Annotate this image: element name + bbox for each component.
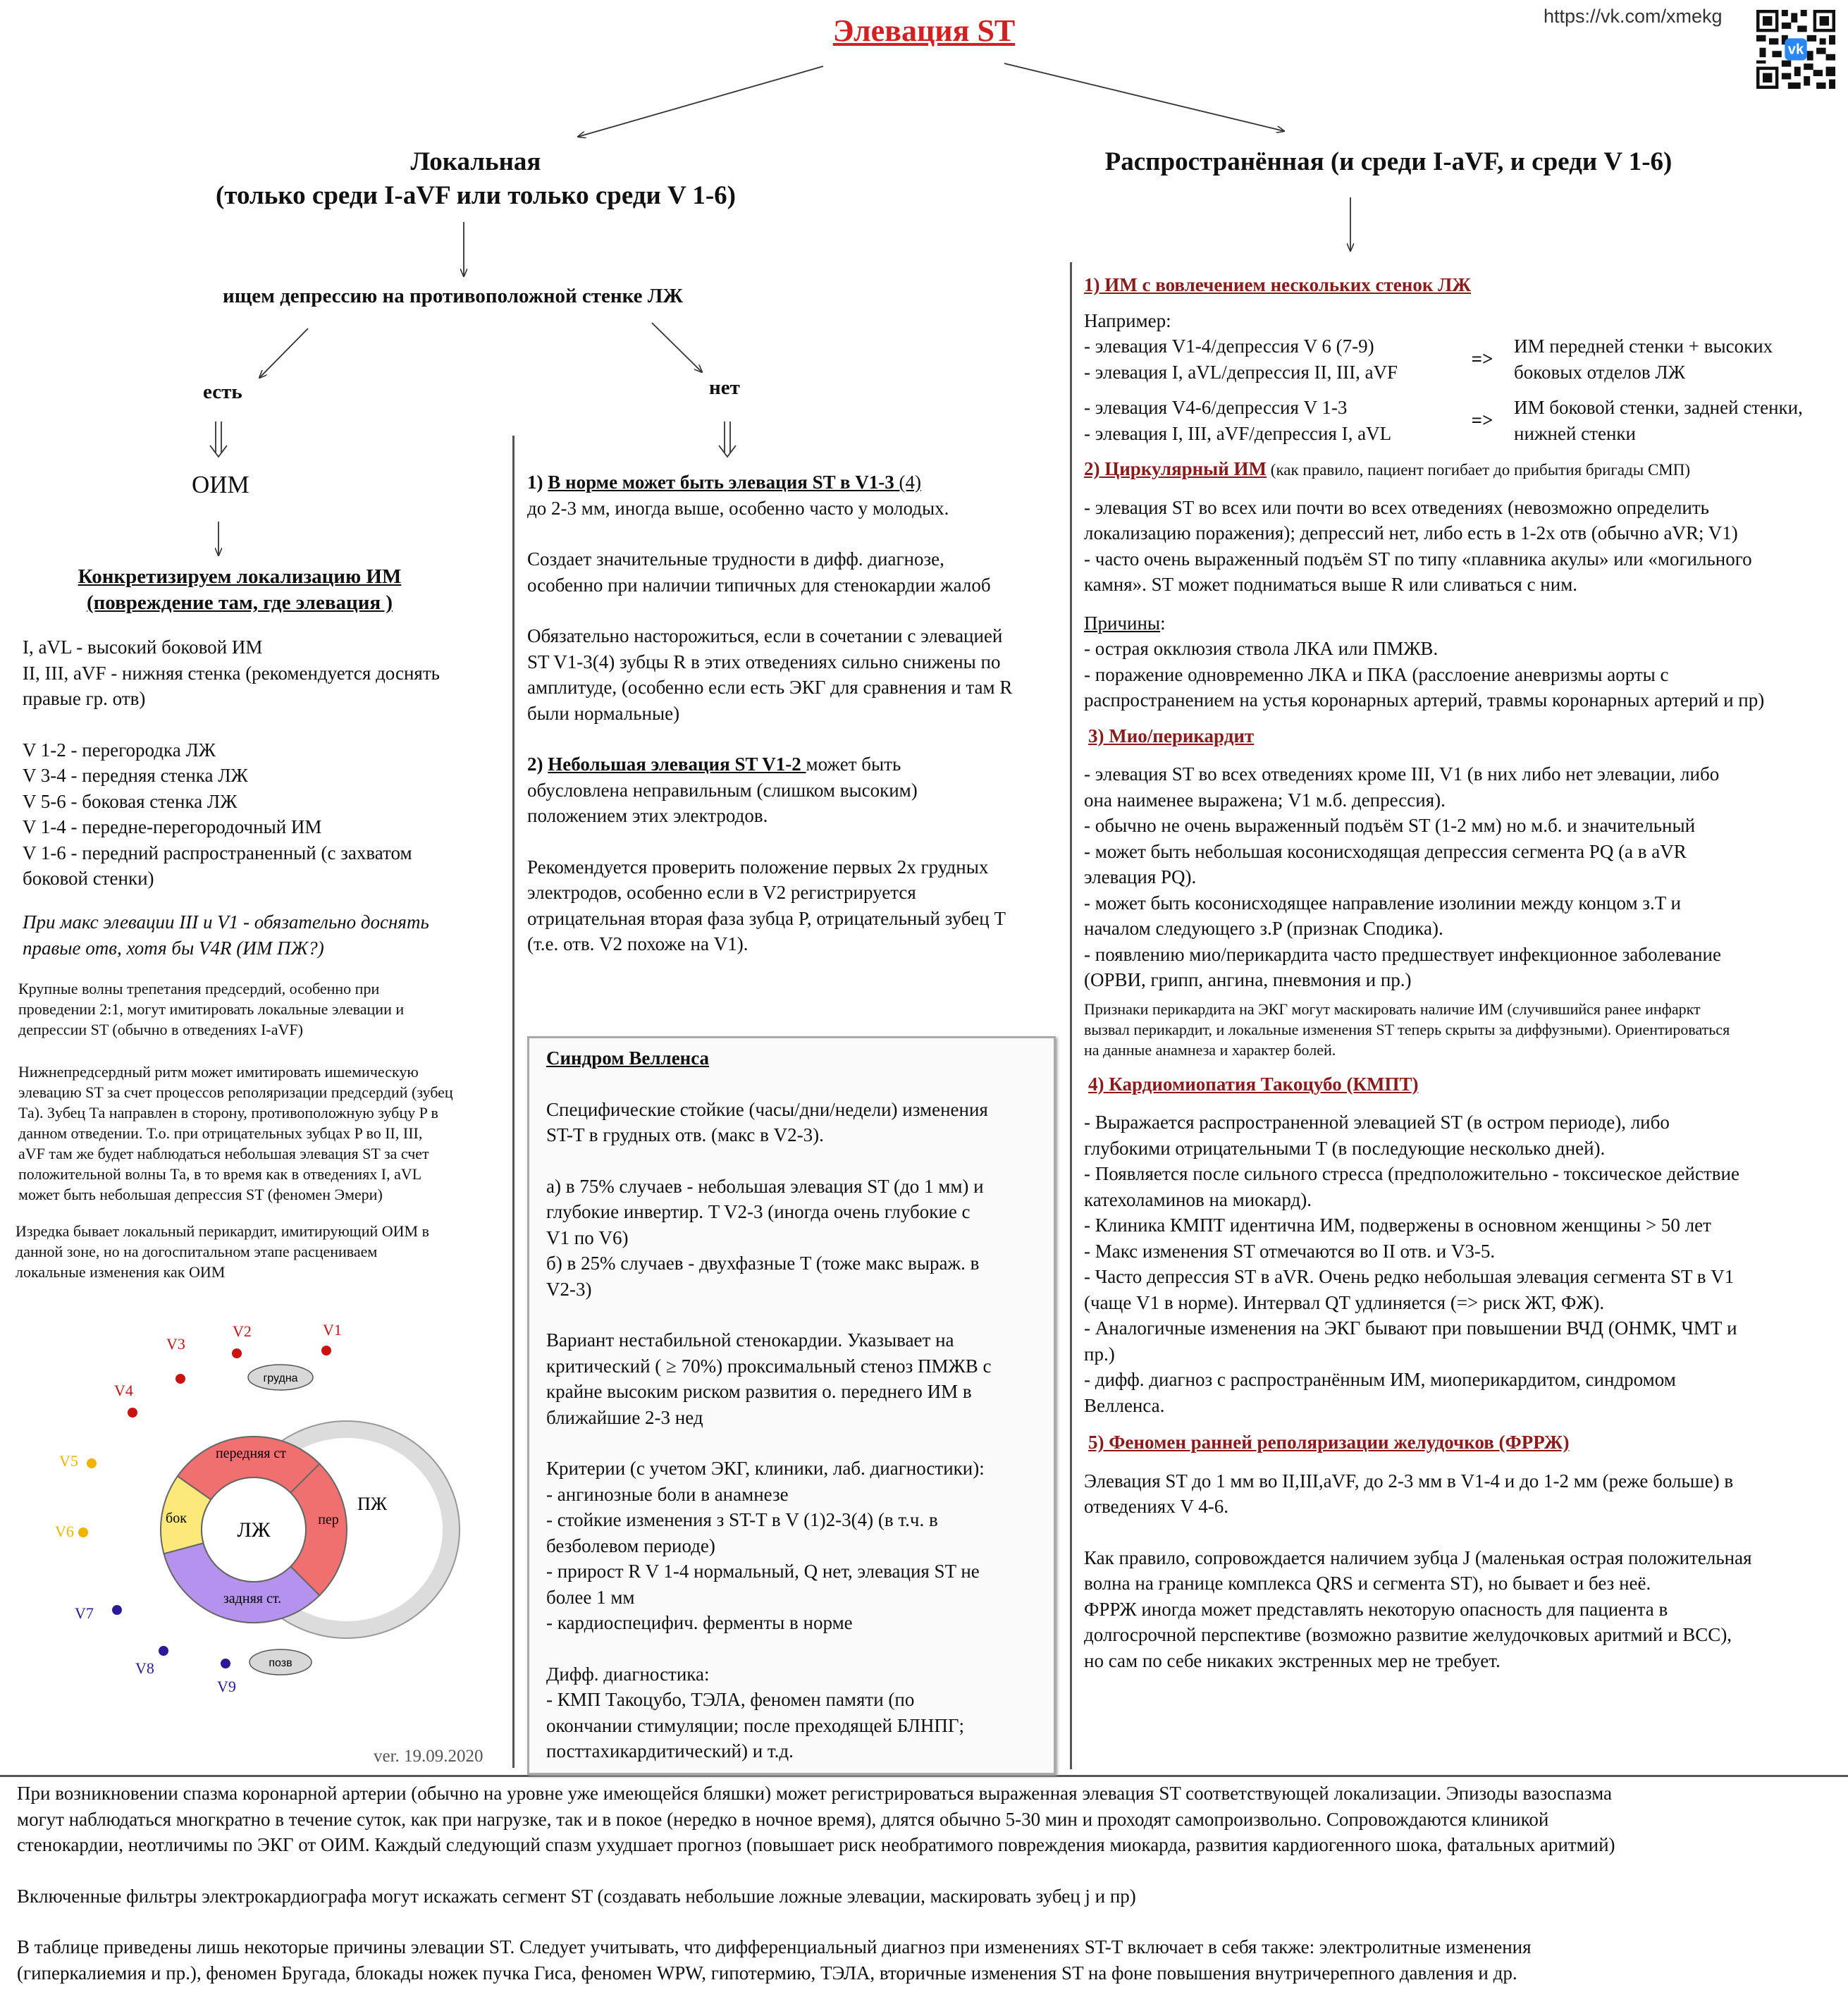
list-item: данном отведении. Т.о. при отрицательных зубцах P во II, III,: [18, 1124, 423, 1142]
list-item: крайне высоким риском развития о. переднего ИМ в: [546, 1381, 972, 1402]
no-label: нет: [709, 376, 740, 399]
list-item: При возникновении спазма коронарной артерии (обычно на уровне уже имеющейся бляшки) может регистрироваться выраженная элевация ST соответствующей локализации. Эпизоды вазоспазма: [17, 1783, 1613, 1804]
list-item: амплитуде, (особенно если есть ЭКГ для сравнения и там R: [527, 677, 1013, 698]
list-item: проведении 2:1, могут имитировать локальные элевации и: [18, 1000, 405, 1018]
localization-title-line2: (повреждение там, где элевация ): [86, 591, 393, 614]
list-item: она наименее выражена; V1 м.б. депрессия).: [1084, 789, 1446, 811]
list-item: катехоламинов на миокард).: [1084, 1188, 1312, 1210]
list-item: распространением на устья коронарных артерий, травмы коронарных артерий и пр): [1084, 689, 1765, 711]
list-item: локальные изменения как ОИМ: [16, 1263, 226, 1281]
list-item: но сам по себе никаких экстренных мер не требует.: [1084, 1649, 1501, 1671]
list-item: ИМ боковой стенки, задней стенки,: [1514, 397, 1803, 418]
list-item: При макс элевации III и V1 - обязательно доснять: [23, 911, 429, 933]
spine-label: позв: [269, 1657, 292, 1669]
list-item: - может быть небольшая косонисходящая депрессия сегмента PQ (а в aVR: [1084, 840, 1687, 862]
list-item: V 1-2 - перегородка ЛЖ: [23, 739, 216, 761]
list-item: - часто очень выраженный подъём ST по типу «плавника акулы» или «могильного: [1084, 548, 1752, 570]
list-item: стенокардии, неотличимы по ЭКГ от ОИМ. Каждый следующий спазм ухудшает прогноз (повышает риск необратимого повреждения миокарда, развития кардиогенного шока, фатальных аритмий): [17, 1834, 1615, 1855]
list-item: нижней стенки: [1514, 422, 1636, 444]
localization-title-line1: Конкретизируем локализацию ИМ: [78, 565, 402, 588]
list-item: обусловлена неправильным (слишком высоким): [527, 779, 918, 801]
list-item: Нижнепредсердный ритм может имитировать ишемическую: [18, 1063, 419, 1081]
list-item: V1 по V6): [546, 1227, 629, 1248]
list-item: элевацию ST за счет процессов реполяризации предсердий (зубец: [18, 1083, 453, 1101]
item-number: 1): [527, 472, 548, 493]
list-item: Включенные фильтры электрокардиографа могут искажать сегмент ST (создавать небольшие ложные элевации, маскировать зубец j и пр): [17, 1885, 1136, 1907]
rv-label: ПЖ: [357, 1494, 388, 1514]
lead-dot-v6: [78, 1527, 88, 1537]
lead-dot-v5: [87, 1458, 97, 1468]
list-item: Элевация ST до 1 мм во II,III,aVF, до 2-3 мм в V1-4 и до 1-2 мм (реже больше) в: [1084, 1470, 1734, 1492]
list-item: ST-T в грудных отв. (макс в V2-3).: [546, 1124, 824, 1145]
list-item: - прирост R V 1-4 нормальный, Q нет, элевация ST не: [546, 1561, 980, 1582]
list-item: I, aVL - высокий боковой ИМ: [23, 637, 263, 658]
list-item: - Макс изменения ST отмечаются во II отв. и V3-5.: [1084, 1240, 1496, 1262]
list-item: - может быть косонисходящее направление изолинии между концом з.T и: [1084, 892, 1681, 914]
list-item: (чаще V1 в норме). Интервал QT удлиняется (=> риск ЖТ, ФЖ).: [1084, 1291, 1605, 1313]
no-item2-heading: [527, 751, 1012, 777]
list-item: ФРРЖ иногда может представлять некоторую опасность для пациента в: [1084, 1598, 1668, 1620]
yes-label: есть: [203, 381, 242, 403]
lead-placement-diagram: [42, 1318, 500, 1741]
rv-note: [23, 909, 429, 961]
s5-title: 5) Феномен ранней реполяризации желудочков (ФРРЖ): [1088, 1432, 1570, 1453]
s1-example: Например:: [1084, 309, 1171, 331]
list-item: локализацию поражения); депрессий нет, либо есть в 1-2х отв (обычно aVR; V1): [1084, 522, 1738, 543]
list-item: посттахикардитический) и т.д.: [546, 1740, 794, 1762]
no-item1-suffix: (4): [894, 472, 921, 493]
list-item: Как правило, сопровождается наличием зубца J (маленькая острая положительная: [1084, 1547, 1752, 1568]
implies-arrow: =>: [1471, 410, 1493, 431]
diffuse-title: Распространённая (и среди I-aVF, и среди V 1-6): [1104, 147, 1673, 176]
s2-causes-colon: :: [1160, 612, 1166, 634]
s3-title: 3) Мио/перикардит: [1088, 725, 1255, 746]
lead-label-v8: V8: [135, 1659, 154, 1677]
list-item: (т.е. отв. V2 похоже на V1).: [527, 933, 749, 954]
list-item: критический ( ≥ 70%) проксимальный стеноз ПМЖВ с: [546, 1355, 992, 1377]
list-item: V 1-4 - передне-перегородочный ИМ: [23, 816, 322, 837]
list-item: Создает значительные трудности в дифф. диагнозе,: [527, 548, 944, 570]
list-item: - элевация I, III, aVF/депрессия I, aVL: [1084, 422, 1392, 444]
list-item: до 2-3 мм, иногда выше, особенно часто у молодых.: [527, 497, 949, 519]
s1-title: 1) ИМ с вовлечением нескольких стенок ЛЖ: [1084, 274, 1471, 295]
s4-title: 4) Кардиомиопатия Такоцубо (КМПТ): [1088, 1073, 1419, 1095]
page-title: Элевация ST: [832, 13, 1016, 48]
list-item: Крупные волны трепетания предсердий, особенно при: [18, 980, 380, 997]
lead-label-v2: V2: [233, 1322, 252, 1340]
source-url[interactable]: https://vk.com/xmekg: [1544, 6, 1723, 27]
list-item: началом следующего з.P (признак Сподика).: [1084, 918, 1443, 939]
list-item: - Аналогичные изменения на ЭКГ бывают при повышении ВЧД (ОНМК, ЧМТ и: [1084, 1317, 1737, 1339]
wellens-box: [527, 1036, 1056, 1775]
list-item: Специфические стойкие (часы/дни/недели) изменения: [546, 1098, 988, 1120]
list-item: пр.): [1084, 1343, 1115, 1365]
list-item: долгосрочной перспективе (возможно развитие желудочковых аритмий и ВСС),: [1084, 1624, 1732, 1645]
list-item: - Появляется после сильного стресса (предположительно - токсическое действие: [1084, 1163, 1739, 1184]
local-title: [141, 145, 811, 213]
lead-label-v1: V1: [323, 1321, 342, 1339]
no-item2-title: Небольшая элевация ST V1-2: [548, 754, 806, 775]
list-item: а) в 75% случаев - небольшая элевация ST (до 1 мм) и: [546, 1175, 984, 1197]
list-item: - Часто депрессия ST в aVR. Очень редко небольшая элевация сегмента ST в V1: [1084, 1266, 1735, 1287]
list-item: - Выражается распространенной элевацией ST (в остром периоде), либо: [1084, 1112, 1670, 1133]
implies-arrow: =>: [1471, 348, 1493, 370]
no-item2-suffix: может быть: [806, 754, 901, 775]
list-item: вызвал перикардит, и локальные изменения ST теперь скрыты за диффузными). Ориентироваться: [1084, 1020, 1730, 1038]
list-item: данной зоне, но на догоспитальном этапе расцениваем: [16, 1243, 378, 1260]
list-item: - обычно не очень выраженный подъём ST (1-2 мм) но м.б. и значительный: [1084, 815, 1696, 836]
lead-dot-v8: [159, 1646, 168, 1656]
list-item: более 1 мм: [546, 1586, 635, 1608]
list-item: отведениях V 4-6.: [1084, 1496, 1228, 1517]
lower-atrial-note: [18, 1062, 453, 1205]
version-label: ver. 19.09.2020: [374, 1747, 483, 1766]
no-branch-list: [527, 469, 1012, 957]
list-item: - элевация V4-6/депрессия V 1-3: [1084, 397, 1348, 418]
list-item: Признаки перикардита на ЭКГ могут маскировать наличие ИМ (случившийся ранее инфаркт: [1084, 1000, 1701, 1018]
divider-footer: [0, 1775, 1848, 1777]
list-item: V2-3): [546, 1278, 592, 1300]
posterior-label: задняя ст.: [223, 1591, 282, 1606]
lead-label-v9: V9: [217, 1678, 236, 1695]
footer-notes: [17, 1781, 1615, 1986]
list-item: положением этих электродов.: [527, 805, 768, 826]
item-number: 2): [527, 754, 548, 775]
s2-causes-label: Причины: [1084, 612, 1161, 634]
list-item: ST V1-3(4) зубцы R в этих отведениях сильно снижены по: [527, 651, 1001, 672]
list-item: безболевом периоде): [546, 1535, 715, 1556]
lead-label-v7: V7: [75, 1604, 94, 1622]
list-item: V 3-4 - передняя стенка ЛЖ: [23, 765, 248, 786]
list-item: - элевация ST во всех отведениях кроме III, V1 (в них либо нет элевации, либо: [1084, 763, 1720, 785]
lead-label-v5: V5: [59, 1452, 78, 1470]
list-item: - появлению мио/перикардита часто предшествует инфекционное заболевание: [1084, 943, 1721, 965]
diffuse-section: [1084, 272, 1845, 1673]
list-item: - стойкие изменения з ST-T в V (1)2-3(4) (в т.ч. в: [546, 1509, 938, 1530]
lead-dot-v4: [128, 1408, 137, 1418]
wellens-title: Синдром Велленса: [546, 1047, 710, 1069]
localization-list: [23, 634, 440, 892]
lead-dot-v7: [112, 1605, 122, 1615]
lead-dot-v9: [221, 1659, 230, 1668]
lv-label: ЛЖ: [237, 1518, 271, 1542]
s1-row: [1084, 395, 1845, 446]
list-item: В таблице приведены лишь некоторые причины элевации ST. Следует учитывать, что дифференциальный диагноз при изменениях ST-T включает в себя также: электролитные изменения: [17, 1936, 1532, 1957]
flutter-note: [18, 978, 404, 1040]
s1-row: [1084, 333, 1845, 385]
list-item: может быть небольшая депрессия ST (феномен Эмери): [18, 1186, 383, 1203]
list-item: Велленса.: [1084, 1394, 1165, 1416]
list-item: элевация PQ).: [1084, 866, 1197, 887]
lead-label-v6: V6: [55, 1523, 74, 1540]
list-item: - острая окклюзия ствола ЛКА или ПМЖВ.: [1084, 638, 1439, 659]
list-item: Та). Зубец Та направлен в сторону, противоположную зубцу P в: [18, 1104, 438, 1121]
septal-label: пер: [318, 1512, 339, 1527]
s2-note: (как правило, пациент погибает до прибытия бригады СМП): [1267, 461, 1691, 479]
oim-label: ОИМ: [192, 471, 250, 498]
list-item: Изредка бывает локальный перикардит, имитирующий ОИМ в: [16, 1222, 429, 1240]
chest-label: грудна: [263, 1372, 298, 1384]
list-item: положительной волны Та, в то время как в отведениях I, aVL: [18, 1165, 422, 1183]
list-item: - кардиоспецифич. ферменты в норме: [546, 1612, 853, 1633]
list-item: Обязательно насторожиться, если в сочетании с элевацией: [527, 625, 1003, 646]
list-item: - дифф. диагноз с распространённым ИМ, миоперикардитом, синдромом: [1084, 1369, 1676, 1390]
no-item1-title: В норме может быть элевация ST в V1-3: [548, 472, 894, 493]
list-item: Критерии (с учетом ЭКГ, клиники, лаб. диагностики):: [546, 1458, 985, 1479]
list-item: боковой стенки): [23, 868, 154, 889]
list-item: - элевация I, aVL/депрессия II, III, aVF: [1084, 361, 1398, 383]
list-item: камня». ST может подниматься выше R или сливаться с ним.: [1084, 574, 1578, 595]
lead-dot-v1: [321, 1346, 331, 1356]
list-item: - ангинозные боли в анамнезе: [546, 1483, 789, 1505]
list-item: II, III, aVF - нижняя стенка (рекомендуется доснять: [23, 662, 440, 684]
list-item: aVF там же будет наблюдаться небольшая элевация ST за счет: [18, 1145, 429, 1162]
list-item: Рекомендуется проверить положение первых 2х грудных: [527, 856, 989, 878]
list-item: V 1-6 - передний распространенный (с захватом: [23, 842, 412, 863]
list-item: - КМП Такоцубо, ТЭЛА, феномен памяти (по: [546, 1689, 915, 1710]
s2-causes: [1084, 610, 1845, 637]
s2-title: 2) Циркулярный ИМ: [1084, 458, 1267, 479]
search-depression-label: ищем депрессию на противоположной стенке ЛЖ: [223, 285, 684, 307]
svg-text:vk: vk: [1787, 42, 1804, 58]
list-item: глубокие инвертир. T V2-3 (иногда очень глубокие с: [546, 1201, 971, 1222]
divider-local-no: [512, 436, 515, 1768]
list-item: депрессии ST (обычно в отведениях I-aVF): [18, 1021, 303, 1038]
list-item: на данные анамнеза и характер болей.: [1084, 1040, 1336, 1059]
list-item: окончании стимуляции; после преходящей БЛНПГ;: [546, 1714, 964, 1736]
list-item: Вариант нестабильной стенокардии. Указывает на: [546, 1329, 954, 1351]
list-item: Дифф. диагностика:: [546, 1663, 710, 1685]
local-title-line2: (только среди I-aVF или только среди V 1-6): [216, 181, 736, 210]
lead-dot-v3: [175, 1374, 185, 1384]
lead-dot-v2: [232, 1348, 242, 1358]
list-item: б) в 25% случаев - двухфазные T (тоже макс выраж. в: [546, 1253, 980, 1274]
list-item: - поражение одновременно ЛКА и ПКА (расслоение аневризмы аорты с: [1084, 663, 1669, 685]
list-item: V 5-6 - боковая стенка ЛЖ: [23, 790, 238, 812]
list-item: глубокими отрицательными T (в последующие несколько дней).: [1084, 1137, 1606, 1159]
list-item: отрицательная вторая фаза зубца P, отрицательный зубец T: [527, 907, 1006, 929]
list-item: могут наблюдаться многкратно в течение суток, как при нагрузке, так и в покое (нередко в ночное время), длятся обычно 5-30 мин и проходят самопроизвольно. Сопровождаются клиникой: [17, 1808, 1549, 1830]
list-item: (гиперкалиемия и пр.), феномен Бругада, блокады ножек пучка Гиса, феномен WPW, гипотермию, ТЭЛА, вторичные изменения ST на фоне повышения внутричерепного давления и др.: [17, 1962, 1517, 1984]
local-title-line1: Локальная: [410, 147, 541, 176]
list-item: были нормальные): [527, 702, 680, 724]
lead-label-v4: V4: [114, 1382, 133, 1399]
anterior-label: передняя ст: [215, 1446, 287, 1461]
list-item: правые гр. отв): [23, 688, 146, 709]
divider-main: [1070, 262, 1072, 1769]
s2-heading: [1084, 456, 1845, 482]
list-item: электродов, особенно если в V2 регистрируется: [527, 882, 916, 903]
list-item: боковых отделов ЛЖ: [1514, 361, 1685, 383]
lead-label-v3: V3: [166, 1335, 185, 1353]
list-item: (ОРВИ, грипп, ангина, пневмония и пр.): [1084, 969, 1412, 990]
list-item: волна на границе комплекса QRS и сегмента ST), но бывает и без неё.: [1084, 1573, 1651, 1594]
list-item: - элевация ST во всех или почти во всех отведениях (невозможно определить: [1084, 496, 1709, 518]
list-item: - элевация V1-4/депрессия V 6 (7-9): [1084, 336, 1374, 357]
localization-title: [42, 564, 437, 616]
no-item1-heading: [527, 469, 1012, 496]
list-item: ближайшие 2-3 нед: [546, 1406, 703, 1428]
lateral-label: бок: [166, 1511, 187, 1526]
list-item: особенно при наличии типичных для стенокардии жалоб: [527, 574, 991, 596]
list-item: ИМ передней стенки + высоких: [1514, 336, 1773, 357]
list-item: правые отв, хотя бы V4R (ИМ ПЖ?): [23, 937, 324, 959]
local-pericarditis-note: [16, 1221, 429, 1282]
list-item: - Клиника КМПТ идентична ИМ, подвержены в основном женщины > 50 лет: [1084, 1215, 1711, 1236]
